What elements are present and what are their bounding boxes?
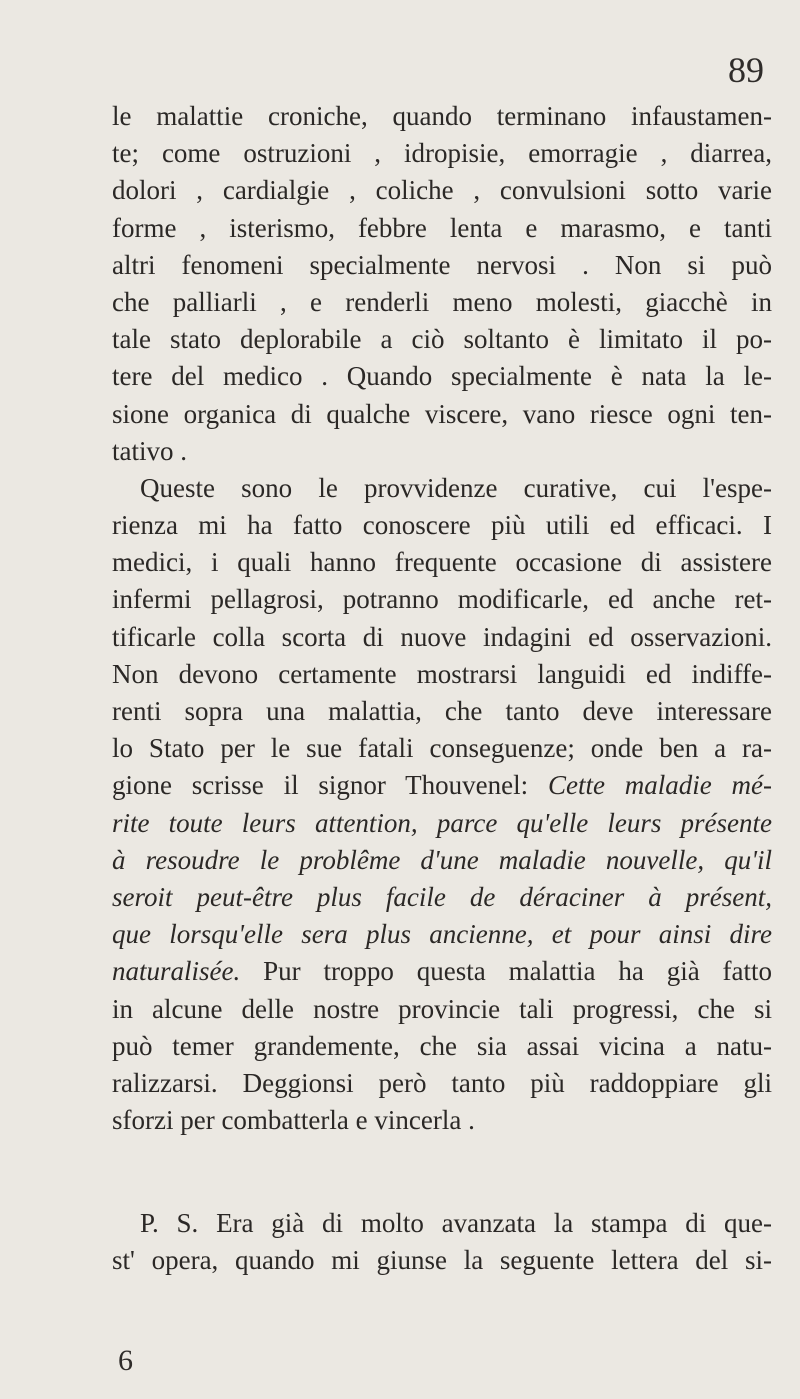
french-quote-line: que lorsqu'elle sera plus ancienne, et pour ainsi dire <box>112 919 772 950</box>
signature-mark: 6 <box>118 1344 133 1377</box>
text-line: lo Stato per le sue fatali conseguenze; onde ben a ra- <box>112 733 772 764</box>
text-line: ralizzarsi. Deggionsi però tanto più raddoppiare gli <box>112 1067 772 1098</box>
text-line: Non devono certamente mostrarsi languidi ed indiffe- <box>112 658 772 689</box>
text-line: Queste sono le provvidenze curative, cui l'espe- <box>140 472 772 503</box>
text-line: tificarle colla scorta di nuove indagini ed osservazioni. <box>112 621 772 652</box>
text-line: sione organica di qualche viscere, vano riesce ogni ten- <box>112 398 772 429</box>
text-line: sforzi per combatterla e vincerla . <box>112 1105 475 1136</box>
text-line-mixed <box>112 953 772 990</box>
text-line: che palliarli , e renderli meno molesti, giacchè in <box>112 286 772 317</box>
text-line: tativo . <box>112 435 187 466</box>
paragraph-gap <box>112 1139 772 1205</box>
text-line: può temer grandemente, che sia assai vicina a natu- <box>112 1030 772 1061</box>
text-run: gione scrisse il signor Thouvenel: <box>112 770 529 801</box>
french-quote-line: à resoudre le problême d'une maladie nouvelle, qu'il <box>112 844 772 875</box>
text-line: renti sopra una malattia, che tanto deve interessare <box>112 696 772 726</box>
text-line-mixed <box>112 767 772 804</box>
text-line: in alcune delle nostre provincie tali progressi, che si <box>112 993 772 1024</box>
french-quote-line: seroit peut-être plus facile de déraciner à présent, <box>112 881 772 912</box>
body-text <box>112 98 772 1280</box>
french-quote-run: naturalisée. <box>112 956 241 987</box>
text-line: le malattie croniche, quando terminano infaustamen- <box>112 101 772 131</box>
text-line: tere del medico . Quando specialmente è nata la le- <box>112 361 772 392</box>
text-line: infermi pellagrosi, potranno modificarle, ed anche ret- <box>112 584 772 615</box>
postscript-line: st' opera, quando mi giunse la seguente lettera del si- <box>112 1245 772 1276</box>
text-line: forme , isterismo, febbre lenta e marasmo, e tanti <box>112 212 772 243</box>
page-number: 89 <box>728 50 764 90</box>
text-run: Pur troppo questa malattia ha già fatto <box>263 956 772 987</box>
postscript-line: P. S. Era già di molto avanzata la stampa di que- <box>140 1208 772 1239</box>
french-quote-line: rite toute leurs attention, parce qu'elle leurs présente <box>112 807 772 838</box>
text-line: medici, i quali hanno frequente occasione di assistere <box>112 547 772 578</box>
text-line: rienza mi ha fatto conoscere più utili ed efficaci. I <box>112 510 772 541</box>
text-line: te; come ostruzioni , idropisie, emorragie , diarrea, <box>112 138 772 169</box>
text-line: altri fenomeni specialmente nervosi . Non si può <box>112 249 772 280</box>
text-line: dolori , cardialgie , coliche , convulsioni sotto varie <box>112 175 772 206</box>
french-quote-run: Cette maladie mé- <box>547 770 773 801</box>
text-line: tale stato deplorabile a ciò soltanto è limitato il po- <box>112 324 772 355</box>
